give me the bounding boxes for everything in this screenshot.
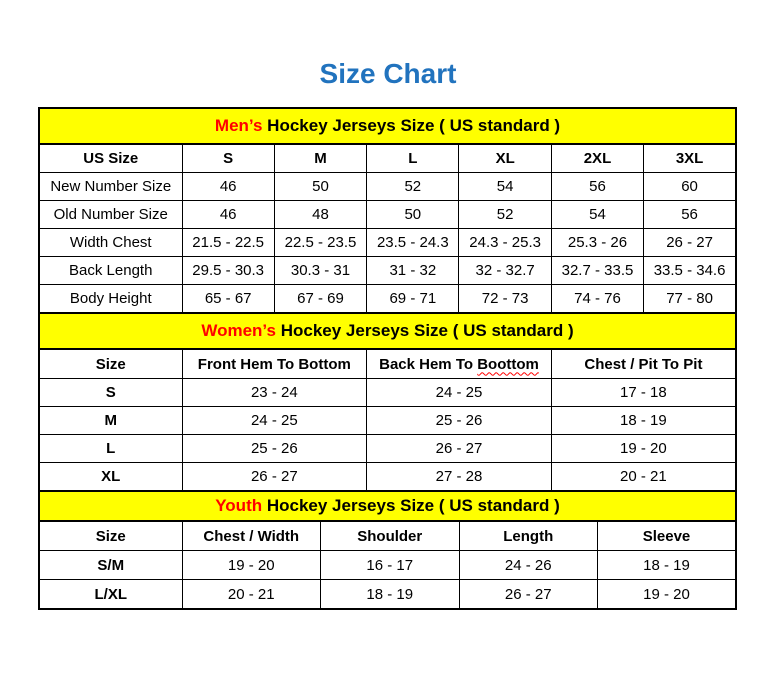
mens-section-title [39, 108, 736, 144]
table-cell: 16 - 17 [321, 551, 460, 580]
table-cell: 54 [551, 201, 643, 229]
table-cell: 18 - 19 [321, 580, 460, 610]
column-header: 3XL [644, 144, 736, 173]
table-cell: 20 - 21 [182, 580, 321, 610]
table-cell: 25 - 26 [182, 435, 367, 463]
column-header: L [367, 144, 459, 173]
column-header-text: Back Hem To [379, 355, 478, 373]
table-cell: 24 - 25 [367, 379, 552, 407]
column-header: Size [39, 349, 182, 379]
table-cell: 25.3 - 26 [551, 229, 643, 257]
table-row [39, 229, 736, 257]
table-cell: 24 - 25 [182, 407, 367, 435]
row-label: Back Length [39, 257, 182, 285]
youth-section-band [39, 491, 736, 521]
youth-band-rest: Hockey Jerseys Size ( US standard ) [262, 496, 560, 515]
table-cell: 33.5 - 34.6 [644, 257, 736, 285]
table-cell: 19 - 20 [182, 551, 321, 580]
table-cell: 23.5 - 24.3 [367, 229, 459, 257]
table-cell: 56 [551, 173, 643, 201]
column-header [367, 349, 552, 379]
column-header: Shoulder [321, 521, 460, 551]
column-header: XL [459, 144, 551, 173]
table-cell: 32.7 - 33.5 [551, 257, 643, 285]
row-label: New Number Size [39, 173, 182, 201]
table-row [39, 201, 736, 229]
mens-section-band [39, 108, 736, 144]
table-cell: 52 [459, 201, 551, 229]
table-cell: 24.3 - 25.3 [459, 229, 551, 257]
table-cell: 54 [459, 173, 551, 201]
column-header: Chest / Width [182, 521, 321, 551]
table-cell: 56 [644, 201, 736, 229]
table-cell: 26 - 27 [459, 580, 598, 610]
table-cell: 50 [274, 173, 366, 201]
table-cell: 31 - 32 [367, 257, 459, 285]
womens-section-band [39, 313, 736, 349]
table-cell: 69 - 71 [367, 285, 459, 314]
row-label: Width Chest [39, 229, 182, 257]
mens-size-table [38, 107, 737, 314]
womens-section-title [39, 313, 736, 349]
row-label: M [39, 407, 182, 435]
mens-band-highlight: Men’s [214, 116, 263, 135]
table-row [39, 463, 736, 492]
table-cell: 74 - 76 [551, 285, 643, 314]
table-row [39, 435, 736, 463]
womens-band-highlight: Women’s [201, 321, 276, 340]
table-cell: 46 [182, 201, 274, 229]
table-cell: 25 - 26 [367, 407, 552, 435]
youth-size-table [38, 490, 737, 610]
table-cell: 23 - 24 [182, 379, 367, 407]
row-label: S [39, 379, 182, 407]
table-cell: 65 - 67 [182, 285, 274, 314]
misspelled-word: Boottom [477, 355, 539, 373]
table-cell: 29.5 - 30.3 [182, 257, 274, 285]
table-cell: 22.5 - 23.5 [274, 229, 366, 257]
column-header: US Size [39, 144, 182, 173]
row-label: Old Number Size [39, 201, 182, 229]
table-cell: 21.5 - 22.5 [182, 229, 274, 257]
table-cell: 19 - 20 [551, 435, 736, 463]
column-header: Chest / Pit To Pit [551, 349, 736, 379]
table-cell: 46 [182, 173, 274, 201]
row-label: Body Height [39, 285, 182, 314]
table-cell: 67 - 69 [274, 285, 366, 314]
column-header: 2XL [551, 144, 643, 173]
row-label: XL [39, 463, 182, 492]
table-cell: 27 - 28 [367, 463, 552, 492]
youth-header-row [39, 521, 736, 551]
column-header: Length [459, 521, 598, 551]
row-label: L [39, 435, 182, 463]
table-cell: 52 [367, 173, 459, 201]
table-row [39, 285, 736, 314]
table-cell: 18 - 19 [551, 407, 736, 435]
column-header: Sleeve [598, 521, 737, 551]
table-cell: 48 [274, 201, 366, 229]
table-cell: 32 - 32.7 [459, 257, 551, 285]
size-chart [38, 107, 737, 610]
table-row [39, 551, 736, 580]
table-cell: 26 - 27 [644, 229, 736, 257]
row-label: S/M [39, 551, 182, 580]
youth-band-highlight: Youth [215, 496, 263, 515]
mens-band-rest: Hockey Jerseys Size ( US standard ) [262, 116, 561, 135]
womens-size-table [38, 312, 737, 492]
womens-band-rest: Hockey Jerseys Size ( US standard ) [275, 321, 574, 340]
column-header: S [182, 144, 274, 173]
table-cell: 50 [367, 201, 459, 229]
table-cell: 24 - 26 [459, 551, 598, 580]
table-cell: 30.3 - 31 [274, 257, 366, 285]
table-cell: 18 - 19 [598, 551, 737, 580]
table-cell: 17 - 18 [551, 379, 736, 407]
table-cell: 20 - 21 [551, 463, 736, 492]
table-row [39, 379, 736, 407]
table-cell: 72 - 73 [459, 285, 551, 314]
table-cell: 60 [644, 173, 736, 201]
table-row [39, 407, 736, 435]
table-row [39, 257, 736, 285]
table-row [39, 580, 736, 610]
page-title: Size Chart [319, 58, 457, 89]
table-cell: 19 - 20 [598, 580, 737, 610]
row-label: L/XL [39, 580, 182, 610]
mens-header-row [39, 144, 736, 173]
womens-header-row [39, 349, 736, 379]
table-row [39, 173, 736, 201]
table-cell: 77 - 80 [644, 285, 736, 314]
youth-section-title [39, 491, 736, 521]
column-header: Size [39, 521, 182, 551]
column-header: M [274, 144, 366, 173]
column-header: Front Hem To Bottom [182, 349, 367, 379]
table-cell: 26 - 27 [182, 463, 367, 492]
table-cell: 26 - 27 [367, 435, 552, 463]
